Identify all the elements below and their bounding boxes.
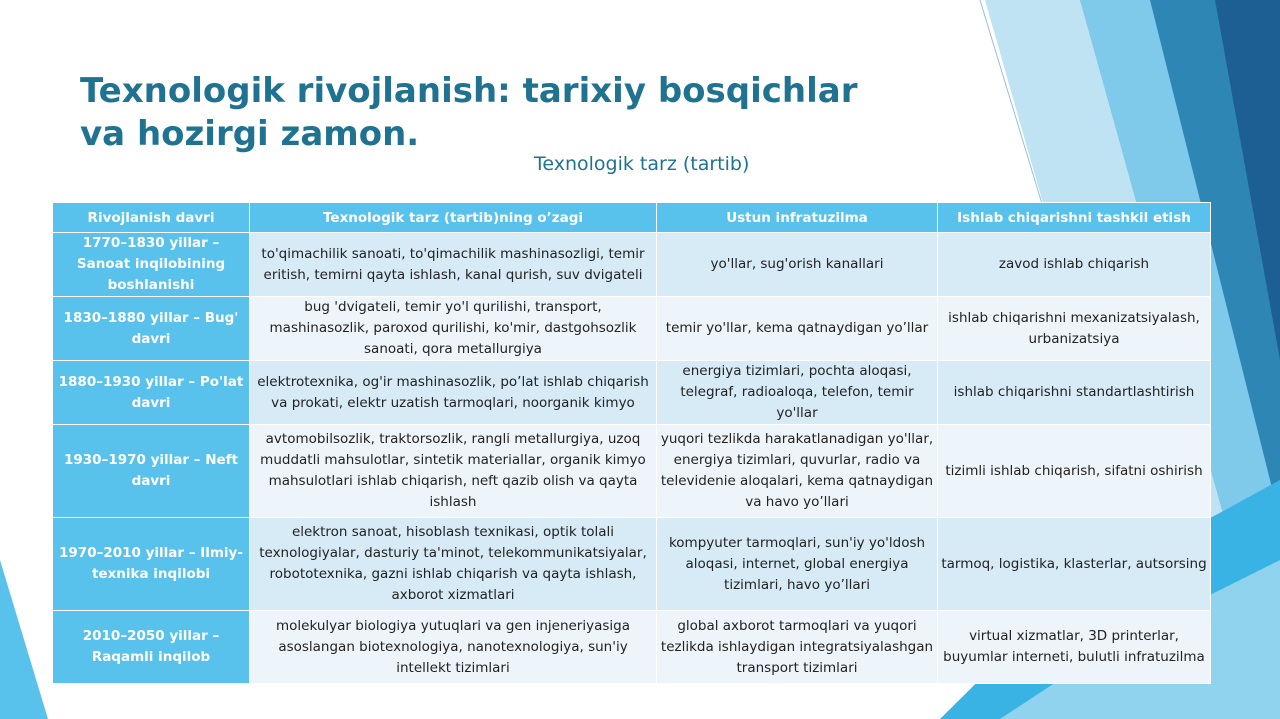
header-core: Texnologik tarz (tartib)ning o’zagi: [250, 203, 657, 233]
cell-core: bug 'dvigateli, temir yo'l qurilishi, transport, mashinasozlik, paroxod qurilishi, ko'mir, dastgohsozlik sanoati, qora metallurgiya: [250, 297, 657, 361]
cell-core: elektron sanoat, hisoblash texnikasi, optik tolali texnologiyalar, dasturiy ta'minot, telekommunikatsiyalar, robototexnika, gazni ishlab chiqarish va qayta ishlash, axborot xizmatlari: [250, 518, 657, 611]
table-row: [53, 361, 1211, 425]
cell-organization: tarmoq, logistika, klasterlar, autsorsing: [938, 518, 1211, 611]
table-row: [53, 425, 1211, 518]
table-row: [53, 233, 1211, 297]
slide-subtitle: Texnologik tarz (tartib): [534, 153, 750, 175]
cell-core: to'qimachilik sanoati, to'qimachilik mashinasozligi, temir eritish, temirni qayta ishlash, kanal qurish, suv dvigateli: [250, 233, 657, 297]
cell-period: 1770–1830 yillar – Sanoat inqilobining boshlanishi: [53, 233, 250, 297]
header-period: Rivojlanish davri: [53, 203, 250, 233]
header-organization: Ishlab chiqarishni tashkil etish: [938, 203, 1211, 233]
cell-infrastructure: yo'llar, sug'orish kanallari: [657, 233, 938, 297]
cell-core: molekulyar biologiya yutuqlari va gen injeneriyasiga asoslangan biotexnologiya, nanotexnologiya, sun'iy intellekt tizimlari: [250, 611, 657, 684]
cell-organization: ishlab chiqarishni mexanizatsiyalash, urbanizatsiya: [938, 297, 1211, 361]
cell-infrastructure: kompyuter tarmoqlari, sun'iy yo'ldosh aloqasi, internet, global energiya tizimlari, havo yo’llari: [657, 518, 938, 611]
cell-period: 2010–2050 yillar – Raqamli inqilob: [53, 611, 250, 684]
cell-infrastructure: yuqori tezlikda harakatlanadigan yo'llar, energiya tizimlari, quvurlar, radio va televidenie aloqalari, kema qatnaydigan va havo yo’llari: [657, 425, 938, 518]
cell-core: elektrotexnika, og'ir mashinasozlik, po’lat ishlab chiqarish va prokati, elektr uzatish tarmoqlari, noorganik kimyo: [250, 361, 657, 425]
stages-table: [52, 202, 1211, 684]
table-row: [53, 518, 1211, 611]
header-infrastructure: Ustun infratuzilma: [657, 203, 938, 233]
cell-infrastructure: temir yo'llar, kema qatnaydigan yo’llar: [657, 297, 938, 361]
cell-period: 1930–1970 yillar – Neft davri: [53, 425, 250, 518]
cell-infrastructure: global axborot tarmoqlari va yuqori tezlikda ishlaydigan integratsiyalashgan transport tizimlari: [657, 611, 938, 684]
cell-organization: ishlab chiqarishni standartlashtirish: [938, 361, 1211, 425]
cell-period: 1880–1930 yillar – Po'lat davri: [53, 361, 250, 425]
table-row: [53, 297, 1211, 361]
cell-organization: virtual xizmatlar, 3D printerlar, buyumlar interneti, bulutli infratuzilma: [938, 611, 1211, 684]
cell-infrastructure: energiya tizimlari, pochta aloqasi, telegraf, radioaloqa, telefon, temir yo'llar: [657, 361, 938, 425]
cell-period: 1970–2010 yillar – Ilmiy-texnika inqilobi: [53, 518, 250, 611]
cell-core: avtomobilsozlik, traktorsozlik, rangli metallurgiya, uzoq muddatli mahsulotlar, sintetik materiallar, organik kimyo mahsulotlari ishlab chiqarish, neft qazib olish va qayta ishlash: [250, 425, 657, 518]
slide-title: Texnologik rivojlanish: tarixiy bosqichlar va hozirgi zamon.: [80, 71, 858, 154]
table-row: [53, 611, 1211, 684]
table-header-row: [53, 203, 1211, 233]
cell-period: 1830–1880 yillar – Bug' davri: [53, 297, 250, 361]
deco-left-bottom: [0, 560, 48, 719]
cell-organization: zavod ishlab chiqarish: [938, 233, 1211, 297]
cell-organization: tizimli ishlab chiqarish, sifatni oshirish: [938, 425, 1211, 518]
